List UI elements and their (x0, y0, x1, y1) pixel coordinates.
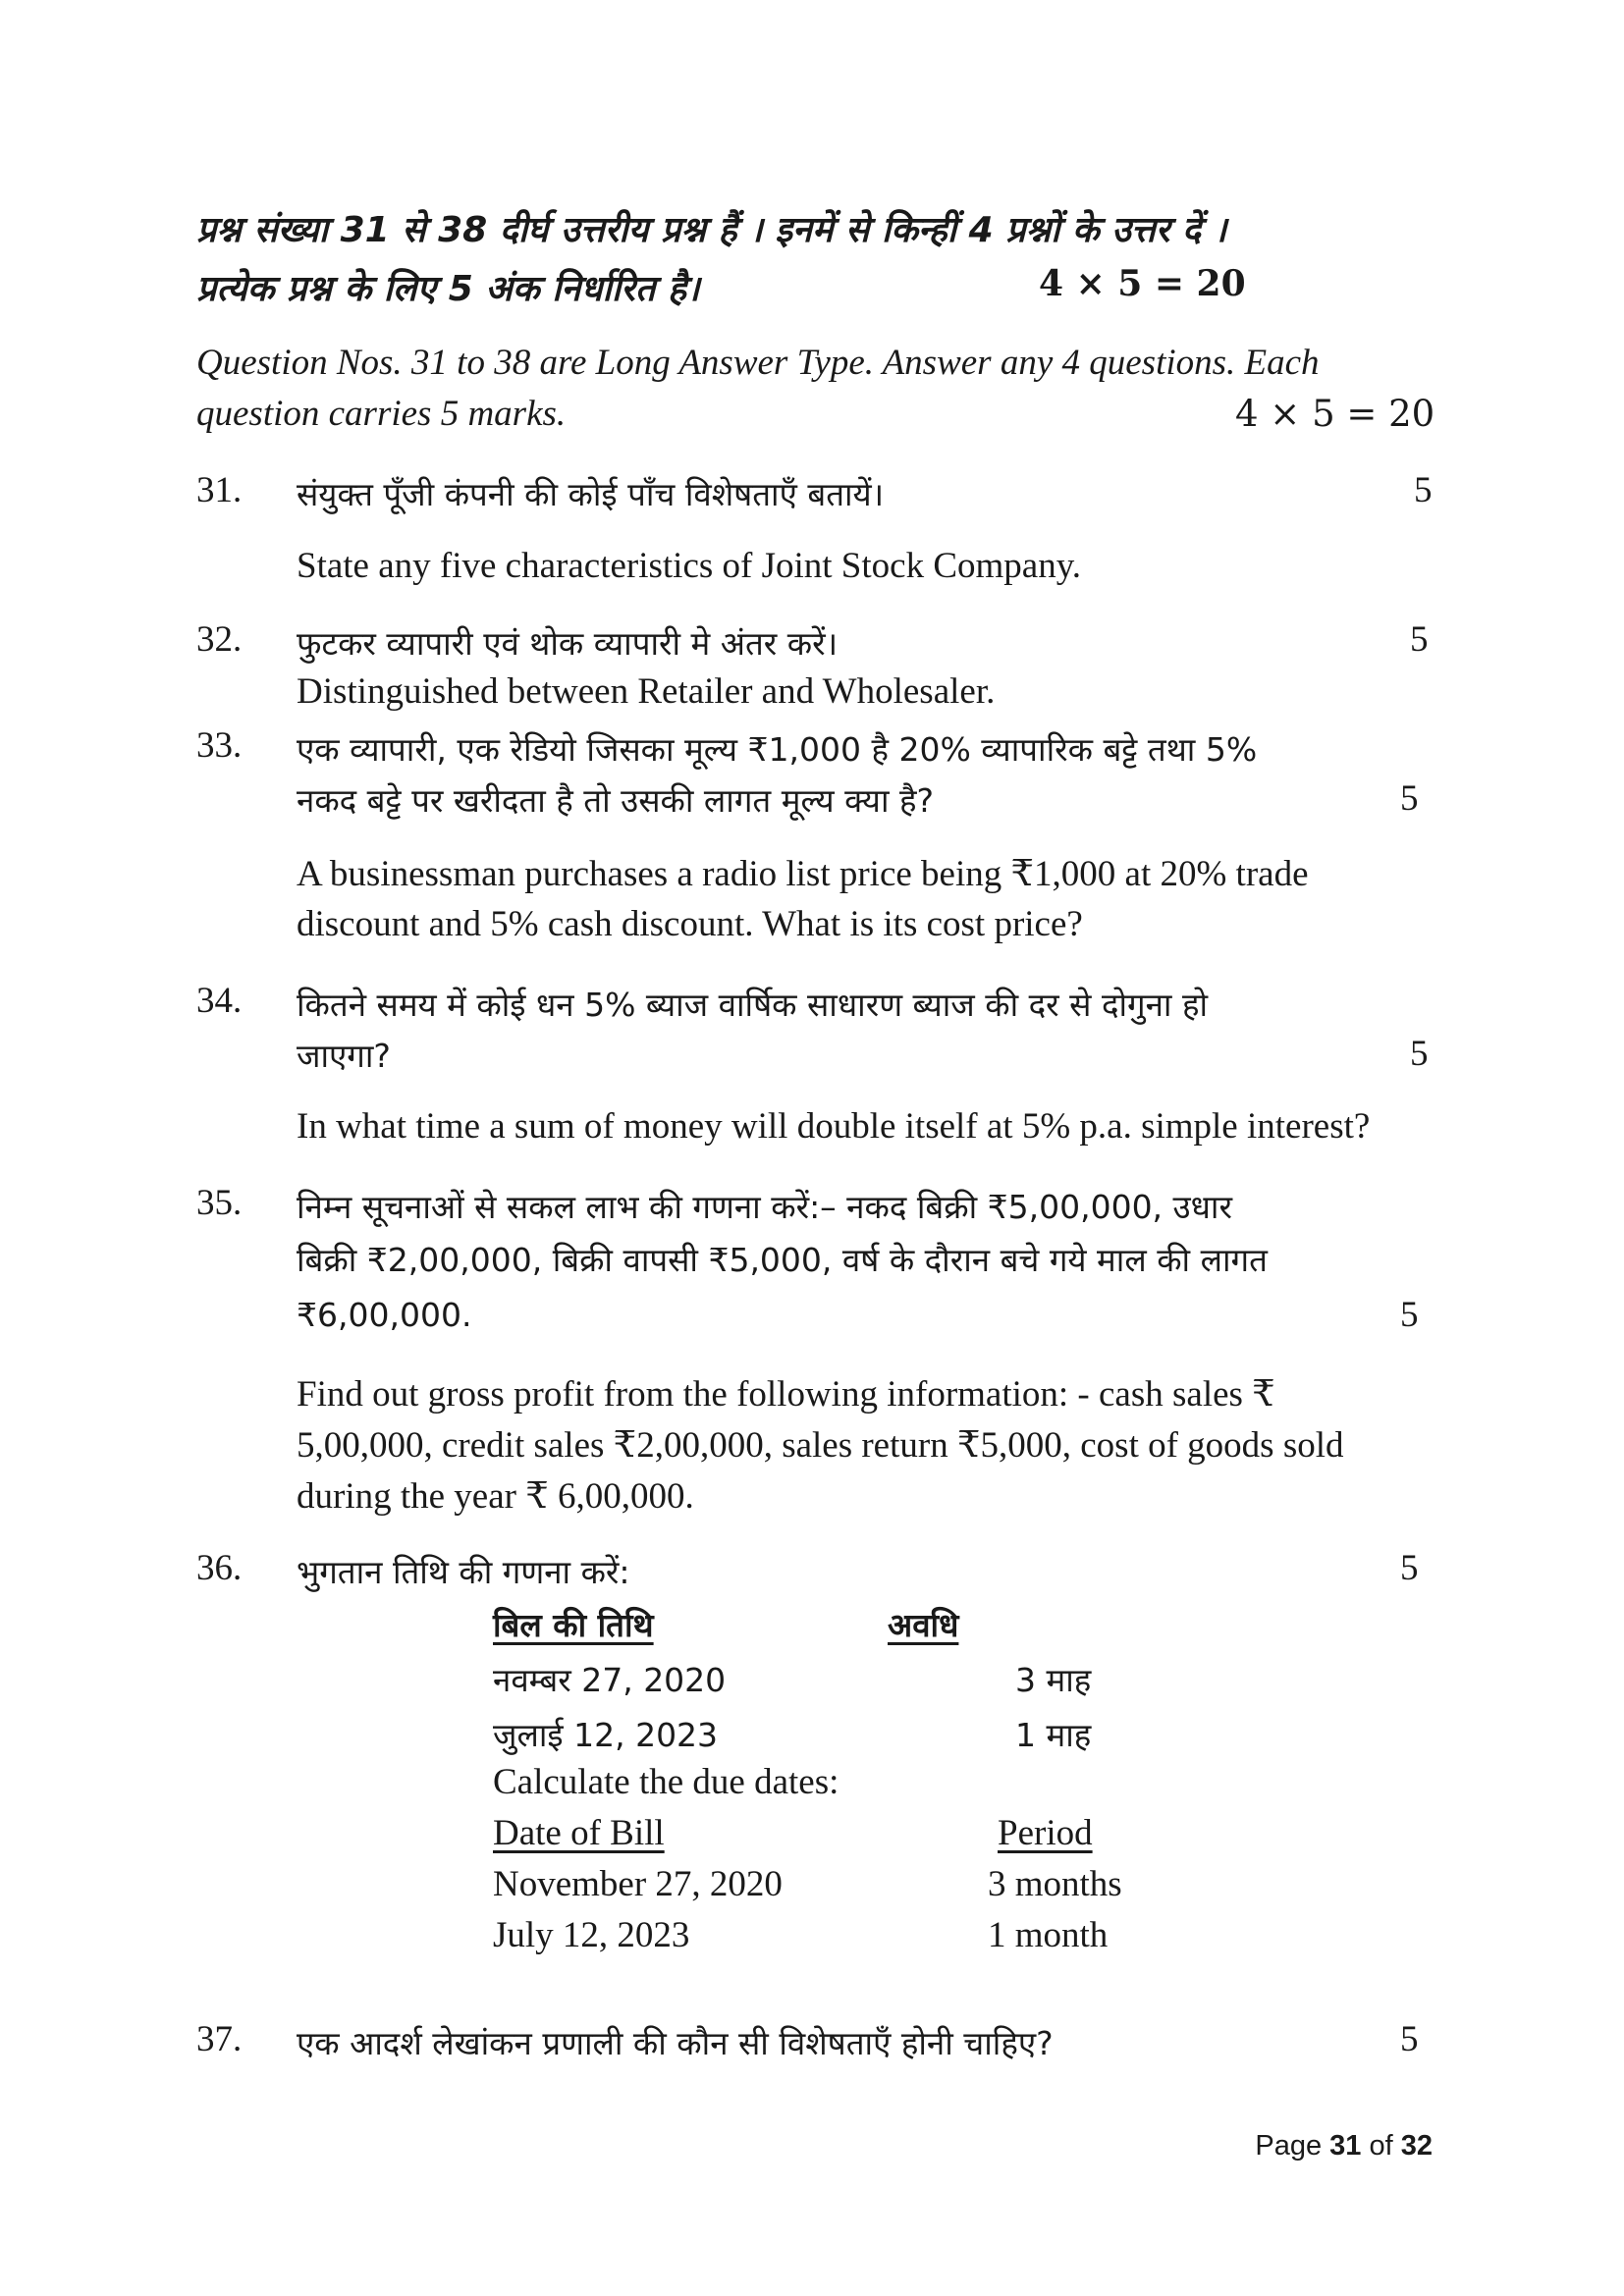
question-marks: 5 (1410, 1034, 1429, 1074)
table-cell-date: November 27, 2020 (493, 1864, 783, 1904)
section-instruction-hindi-line2: प्रत्येक प्रश्न के लिए 5 अंक निर्धारित है। (196, 269, 700, 309)
question-text-hindi: एक व्यापारी, एक रेडियो जिसका मूल्य ₹1,000 है 20% व्यापारिक बट्टे तथा 5% (297, 730, 1258, 769)
question-text-english: Distinguished between Retailer and Wholesaler. (297, 671, 996, 712)
question-text-english: 5,00,000, credit sales ₹2,00,000, sales return ₹5,000, cost of goods sold (297, 1425, 1344, 1466)
question-text-hindi: संयुक्त पूँजी कंपनी की कोई पाँच विशेषताएँ बतायें। (297, 475, 885, 513)
question-text-english: A businessman purchases a radio list price being ₹1,000 at 20% trade (297, 854, 1309, 894)
question-number: 37. (196, 2019, 243, 2059)
question-text-english: during the year ₹ 6,00,000. (297, 1476, 694, 1517)
question-number: 32. (196, 619, 243, 660)
question-number: 36. (196, 1548, 243, 1588)
question-text-hindi: एक आदर्श लेखांकन प्रणाली की कौन सी विशेषताएँ होनी चाहिए? (297, 2024, 1054, 2062)
section-marks-hindi: 4 × 5 = 20 (1039, 263, 1246, 304)
page-of: of (1369, 2130, 1393, 2162)
page-current: 31 (1329, 2130, 1362, 2162)
question-text-hindi: कितने समय में कोई धन 5% ब्याज वार्षिक साधारण ब्याज की दर से दोगुना हो (297, 986, 1209, 1024)
question-marks: 5 (1400, 778, 1419, 819)
page-word: Page (1255, 2130, 1323, 2162)
question-marks: 5 (1410, 619, 1429, 660)
question-text-hindi: जाएगा? (297, 1037, 391, 1075)
table-cell-period: 1 month (988, 1915, 1109, 1955)
question-marks: 5 (1400, 1295, 1419, 1335)
page-number (1255, 2130, 1433, 2163)
question-text-hindi: भुगतान तिथि की गणना करें: (297, 1553, 630, 1591)
section-instruction-english-line1: Question Nos. 31 to 38 are Long Answer Type. Answer any 4 questions. Each (196, 343, 1320, 383)
question-text-english: In what time a sum of money will double itself at 5% p.a. simple interest? (297, 1106, 1371, 1147)
page-total: 32 (1400, 2130, 1433, 2162)
question-text-hindi: ₹6,00,000. (297, 1296, 472, 1334)
table-header-period-hindi: अवधि (888, 1606, 959, 1644)
table-cell-date: जुलाई 12, 2023 (493, 1716, 719, 1754)
question-marks: 5 (1400, 2019, 1419, 2059)
question-number: 35. (196, 1183, 243, 1223)
table-cell-date: नवम्बर 27, 2020 (493, 1661, 727, 1699)
table-header-date-of-bill-hindi: बिल की तिथि (493, 1606, 654, 1644)
table-header-date-of-bill: Date of Bill (493, 1813, 665, 1853)
question-marks: 5 (1414, 470, 1433, 510)
table-cell-period: 3 माह (1015, 1661, 1092, 1699)
table-cell-period: 3 months (988, 1864, 1122, 1904)
section-instruction-hindi-line1: प्रश्न संख्या 31 से 38 दीर्घ उत्तरीय प्रश्न हैं । इनमें से किन्हीं 4 प्रश्नों के उत्तर दें । (196, 210, 1227, 250)
question-number: 34. (196, 981, 243, 1021)
question-marks: 5 (1400, 1548, 1419, 1588)
section-instruction-english-line2: question carries 5 marks. (196, 394, 567, 434)
question-text-hindi: बिक्री ₹2,00,000, बिक्री वापसी ₹5,000, वर्ष के दौरान बचे गये माल की लागत (297, 1241, 1268, 1279)
table-cell-date: July 12, 2023 (493, 1915, 690, 1955)
section-marks-english: 4 × 5 = 20 (1235, 393, 1435, 435)
question-text-english: Calculate the due dates: (493, 1762, 839, 1802)
table-header-period: Period (998, 1813, 1093, 1853)
question-number: 31. (196, 470, 243, 510)
table-cell-period: 1 माह (1015, 1716, 1092, 1754)
question-text-hindi: निम्न सूचनाओं से सकल लाभ की गणना करें:– नकद बिक्री ₹5,00,000, उधार (297, 1188, 1232, 1226)
question-number: 33. (196, 725, 243, 766)
question-text-english: State any five characteristics of Joint Stock Company. (297, 546, 1082, 586)
question-text-hindi: फुटकर व्यापारी एवं थोक व्यापारी मे अंतर करें। (297, 624, 839, 663)
question-text-english: discount and 5% cash discount. What is its cost price? (297, 904, 1083, 944)
question-text-hindi: नकद बट्टे पर खरीदता है तो उसकी लागत मूल्य क्या है? (297, 781, 935, 820)
question-text-english: Find out gross profit from the following information: - cash sales ₹ (297, 1374, 1275, 1415)
